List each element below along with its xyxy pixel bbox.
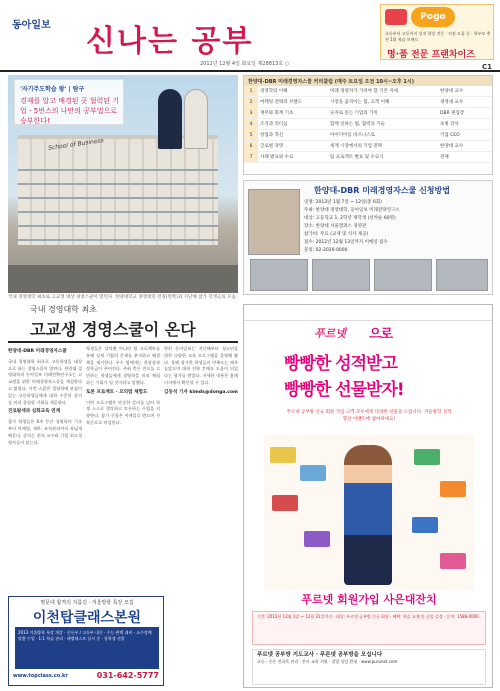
session-teacher: 한양대 교수 (440, 89, 464, 94)
application-line: 주최: 한양대 경영대학, 동아일보 미래전략연구소 (304, 208, 400, 213)
gift-display (264, 435, 474, 590)
inset-text: 경제를 알고 배경된 곳 협력된 기업 - 5번스의 나만의 공부법으로 승부한다! (20, 97, 120, 125)
ad-line-1: 으로 (369, 327, 393, 342)
article-section-head: 한양대-DBR 미래경영자스쿨 (8, 349, 67, 354)
gift-box (414, 449, 440, 465)
purunet-advertisement[interactable] (243, 304, 493, 688)
session-teacher: 한양대 교수 (440, 144, 464, 149)
session-topic: 창업과 혁신 (260, 133, 284, 138)
ad-logo-bar (244, 305, 493, 321)
session-number: 3 (244, 108, 258, 118)
application-line: 일정: 2013년 1월 7일 ~ 12일(총 6회) (304, 200, 382, 205)
academy-advertisement[interactable] (8, 596, 164, 686)
application-line: 장소: 한양대 서울캠퍼스 경영관 (304, 224, 367, 229)
session-number: 4 (244, 119, 258, 129)
recruit-footer (252, 649, 486, 685)
table-row (244, 141, 492, 152)
article-column-3 (164, 346, 238, 686)
table-row (244, 119, 492, 130)
photo-caption: 국내 경영대학 최초로 고교생 대상 경영스쿨이 열린다. 한양대학교 경영대학 전경(왼쪽)과 지난해 참가 학생들의 모습. (8, 295, 238, 300)
article-body: 한편 동아일보는 지난해부터 청소년을 위한 다양한 교육 프로그램을 운영해 왔다. 올해 참가한 학생들의 만족도는 매우 높았으며 대학 진학 후에도 도움이 되었다는 평가를 받았다. 자세한 내용은 홈페이지에서 확인할 수 있다. (164, 346, 238, 385)
article-body: 참가 학생들은 6주 동안 경영학의 기초부터 마케팅, 재무, 조직관리까지 폭넓게 배운다. 강의는 현직 교수와 기업 최고경영자들이 맡는다. (8, 419, 82, 445)
recruit-text: 초등 · 중등 전과목 관리 · 본사 교육 지원 · 창업 상담 환영 · www.purunet.com (257, 658, 398, 664)
academy-url[interactable]: www.topclass.co.kr (13, 673, 68, 679)
ad-line-2: 빵빵한 성적받고 (284, 354, 397, 374)
ad-details: 2013 겨울방학 특강 개강 · 중등부 / 고등부 내신 · 수능 완벽 대비 · 소수정예 맞춤 수업 · 1:1 학습 관리 · 레벨테스트 실시 중 · 장학생 선발 (15, 627, 159, 669)
article-column-2 (86, 346, 160, 594)
table-row (244, 97, 492, 108)
session-teacher: 전체 (440, 155, 449, 160)
session-description: 시장을 움직이는 힘, 고객 이해 (330, 100, 390, 105)
session-number: 6 (244, 141, 258, 151)
inset-heading: '자기주도학습 왕' | 탐구 (20, 86, 85, 93)
application-line: 참가비: 무료 (교재 및 식사 제공) (304, 232, 369, 237)
classroom-photo (374, 259, 432, 291)
curriculum-table (243, 75, 493, 175)
student-figure (158, 89, 182, 149)
gift-box (412, 517, 438, 533)
hero-photo (8, 75, 238, 293)
session-topic: 경영학의 이해 (260, 89, 288, 94)
session-number: 1 (244, 86, 258, 96)
gift-box (270, 447, 296, 463)
article-body: 이번 프로그램은 단순한 강의를 넘어 학생 스스로 생각하고 토론하는 수업을 지향한다. 참가 신청은 이메일로 받으며 선착순으로 마감한다. (86, 399, 160, 425)
session-description: 미래 경영자가 가져야 할 기본 자세 (330, 89, 399, 94)
byline: 김동석 기자 kimds@donga.com (164, 389, 238, 395)
application-line: 접수: 2012년 12월 13일까지 이메일 접수 (304, 240, 388, 245)
session-teacher: DBR 편집장 (440, 111, 465, 116)
issue-line: 2012년 12월 4일 화요일 제28813호 ○ (200, 61, 290, 67)
application-box (243, 180, 493, 295)
article-subtitle: 국내 경영대학 최초 (30, 305, 97, 314)
ad-top-line: 명문대 합격의 지름길 · 겨울방학 특강 모집 (40, 600, 134, 606)
ad-line-3: 빵빵한 선물받자! (284, 380, 404, 400)
academy-name: 이천탑클래스본원 (32, 610, 142, 626)
ad-brand: 푸르넷 (314, 327, 346, 340)
article-body: 학생들은 강의뿐 아니라 팀 프로젝트를 통해 실제 기업의 문제를 분석하고 해결책을 제시한다. 우수 팀에게는 총장상과 장학금이 주어진다. 주최 측은 진로를 고민하는 학생들에게 경영학을 미리 체험하는 기회가 될 것이라고 말했다. (86, 346, 160, 385)
recruit-title: 푸르넷 공부방 지도교사 · 푸른넷 공부방을 모십니다 (257, 652, 383, 658)
gift-box (440, 481, 466, 497)
application-heading: 한양대-DBR 미래경영자스쿨 신청방법 (314, 186, 450, 195)
session-number: 2 (244, 97, 258, 107)
newspaper-name: 동아일보 (12, 20, 51, 31)
table-row (244, 86, 492, 97)
child-model (344, 445, 392, 585)
session-topic: 사례 발표와 수료 (260, 155, 294, 160)
brand-logo-icon (385, 9, 407, 25)
article-body: 국내 경영대학 최초로 고등학생을 대상으로 하는 경영스쿨이 열린다. 한양대 경영대학과 동아일보 미래전략연구소는 고교생을 위한 미래경영자스쿨을 개설한다고 밝혔다. 이번 스쿨은 경영학에 관심이 있는 고등학생들에게 대학 수준의 강의를 미리 경험할 기회를 제공한다. (8, 358, 82, 405)
academy-phone: 031-642-5777 (96, 671, 159, 680)
building-sign: School of Business (47, 137, 105, 152)
event-info: 기간: 2012년 12월 1일 ~ 12월 31일까지 · 대상: 푸르넷 공부방 신규 회원 · 혜택: 학습 교재 및 선물 증정 · 문의: 1588-0000 (252, 611, 486, 645)
gift-box (272, 495, 298, 511)
classroom-photo (312, 259, 370, 291)
session-topic: 마케팅 전략과 브랜드 (260, 100, 302, 105)
session-description: 함께 일하는 법, 협력의 기술 (330, 122, 385, 127)
session-description: 팀 프로젝트 발표 및 수료식 (330, 155, 384, 160)
brand-name: Pogo (411, 7, 455, 27)
top-advertisement[interactable] (380, 4, 494, 60)
hero-inset (14, 79, 124, 125)
session-description: 세계 시장에서의 기업 전략 (330, 144, 383, 149)
gift-box (440, 553, 466, 569)
table-row (244, 152, 492, 163)
table-row (244, 108, 492, 119)
join-headline: 푸르넷 회원가입 사은대잔치 (301, 593, 437, 606)
page-number: C1 (481, 63, 492, 71)
session-description: 숫자로 읽는 기업의 가치 (330, 111, 378, 116)
table-row (244, 130, 492, 141)
session-teacher: 초빙 강사 (440, 122, 459, 127)
session-teacher: 기업 CEO (440, 133, 460, 138)
article-title: 고교생 경영스쿨이 온다 (30, 320, 196, 339)
application-line: 대상: 고등학교 1, 2학년 재학생 (선착순 60명) (304, 216, 396, 221)
student-figure (184, 89, 208, 149)
ad-tagline: 명·품 전문 프랜차이즈 (387, 50, 475, 60)
session-description: 아이디어를 비즈니스로 (330, 133, 375, 138)
session-number: 7 (244, 152, 258, 162)
classroom-photo (436, 259, 488, 291)
application-line: 문의: 02-2020-0000 (304, 248, 348, 253)
article-section-head: 토론 프로젝트 · 모의법 체험도 (86, 389, 148, 395)
section-title: 신나는 공부 (86, 24, 254, 59)
session-topic: 조직과 리더십 (260, 122, 288, 127)
ad-red-copy: 푸르넷 공부방 신규 회원 가입 고객 모두에게 다양한 선물을 드립니다. 겨울방학 성적 향상 이벤트에 참여하세요! (286, 410, 452, 422)
session-topic: 재무와 회계 기초 (260, 111, 294, 116)
lecture-photo (248, 189, 300, 255)
table-header: 한양대-DBR 미래경영자스쿨 커리큘럼 (매주 토요일 오전 10시~오후 1시) (244, 76, 492, 86)
article-column-1 (8, 346, 82, 594)
ad-copy: 초등부터 고등까지 성적 향상 전문 · 지점 모집 중 · 학부모 추천 1위 학습 브랜드 (385, 31, 491, 42)
article-section-head: 진로탐색과 심화교육 연계 (8, 409, 61, 415)
gift-box (300, 465, 326, 481)
crowd-strip (8, 265, 238, 293)
masthead (0, 0, 500, 72)
classroom-photo (250, 259, 308, 291)
session-number: 5 (244, 130, 258, 140)
session-topic: 글로벌 경영 (260, 144, 284, 149)
session-teacher: 경영대 교수 (440, 100, 464, 105)
gift-box (304, 531, 330, 547)
divider (8, 341, 238, 343)
